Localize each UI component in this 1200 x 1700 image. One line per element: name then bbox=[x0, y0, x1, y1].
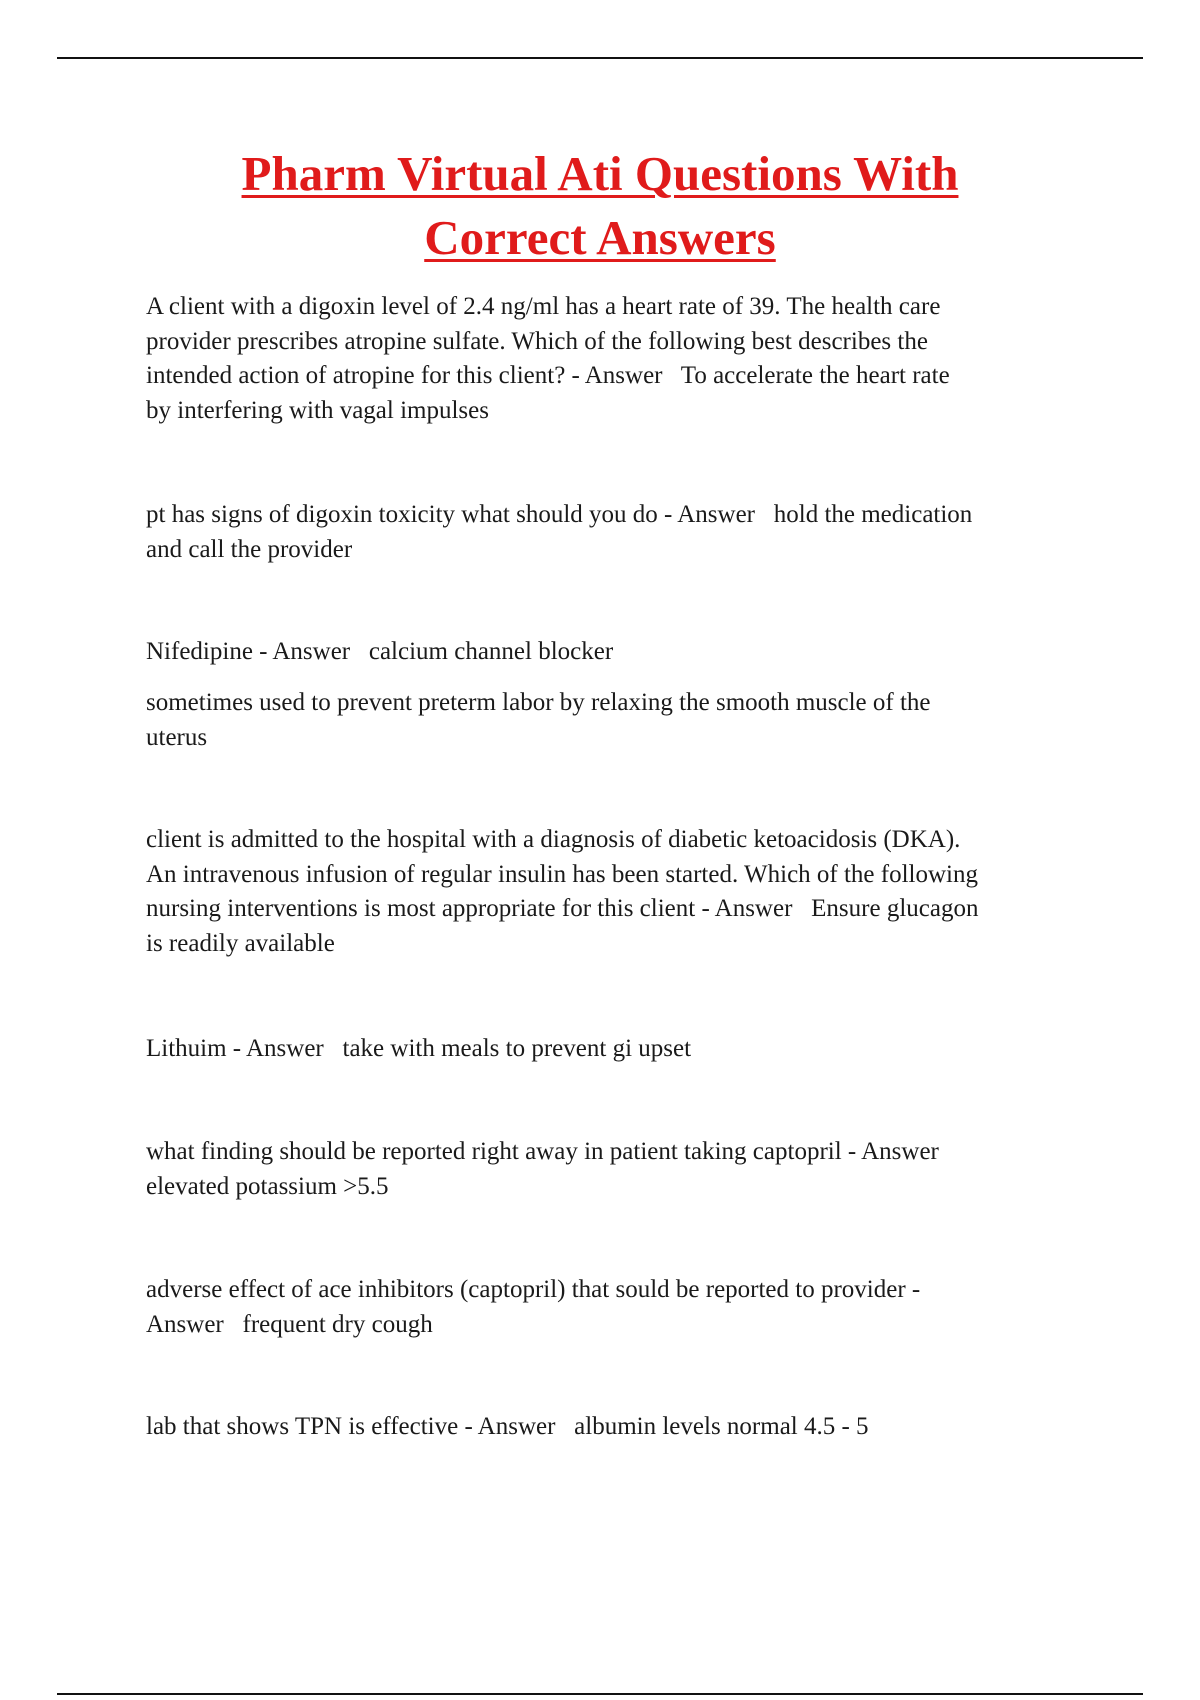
qa-digoxin-atropine: A client with a digoxin level of 2.4 ng/ml has a heart rate of 39. The health care provider prescribes atropine sulfate. Which of the following best describes the intended action of atropine for this client? - Answer To accelerate the heart rate by interfering with vagal impulses bbox=[146, 293, 950, 424]
title-line-2: Correct Answers bbox=[424, 210, 776, 265]
bottom-rule bbox=[57, 1693, 1143, 1695]
qa-nifedipine-detail: sometimes used to prevent preterm labor by relaxing the smooth muscle of the uterus bbox=[146, 689, 931, 751]
document-title bbox=[0, 142, 1200, 270]
qa-digoxin-toxicity: pt has signs of digoxin toxicity what should you do - Answer hold the medication and call the provider bbox=[146, 501, 973, 563]
top-rule bbox=[57, 57, 1143, 59]
qa-ace-inhibitor-effect: adverse effect of ace inhibitors (captopril) that sould be reported to provider - Answer frequent dry cough bbox=[146, 1276, 921, 1338]
qa-lithium: Lithuim - Answer take with meals to prevent gi upset bbox=[146, 1035, 692, 1062]
qa-nifedipine: Nifedipine - Answer calcium channel blocker bbox=[146, 638, 614, 665]
qa-dka-insulin: client is admitted to the hospital with a diagnosis of diabetic ketoacidosis (DKA). An intravenous infusion of regular insulin has been started. Which of the following nursing interventions is most appropriate for this client - Answer Ensure glucagon is readily available bbox=[146, 826, 979, 957]
qa-captopril-finding: what finding should be reported right away in patient taking captopril - Answer elevated potassium >5.5 bbox=[146, 1138, 939, 1200]
title-line-1: Pharm Virtual Ati Questions With bbox=[241, 146, 959, 201]
qa-tpn-lab: lab that shows TPN is effective - Answer albumin levels normal 4.5 - 5 bbox=[146, 1413, 869, 1440]
